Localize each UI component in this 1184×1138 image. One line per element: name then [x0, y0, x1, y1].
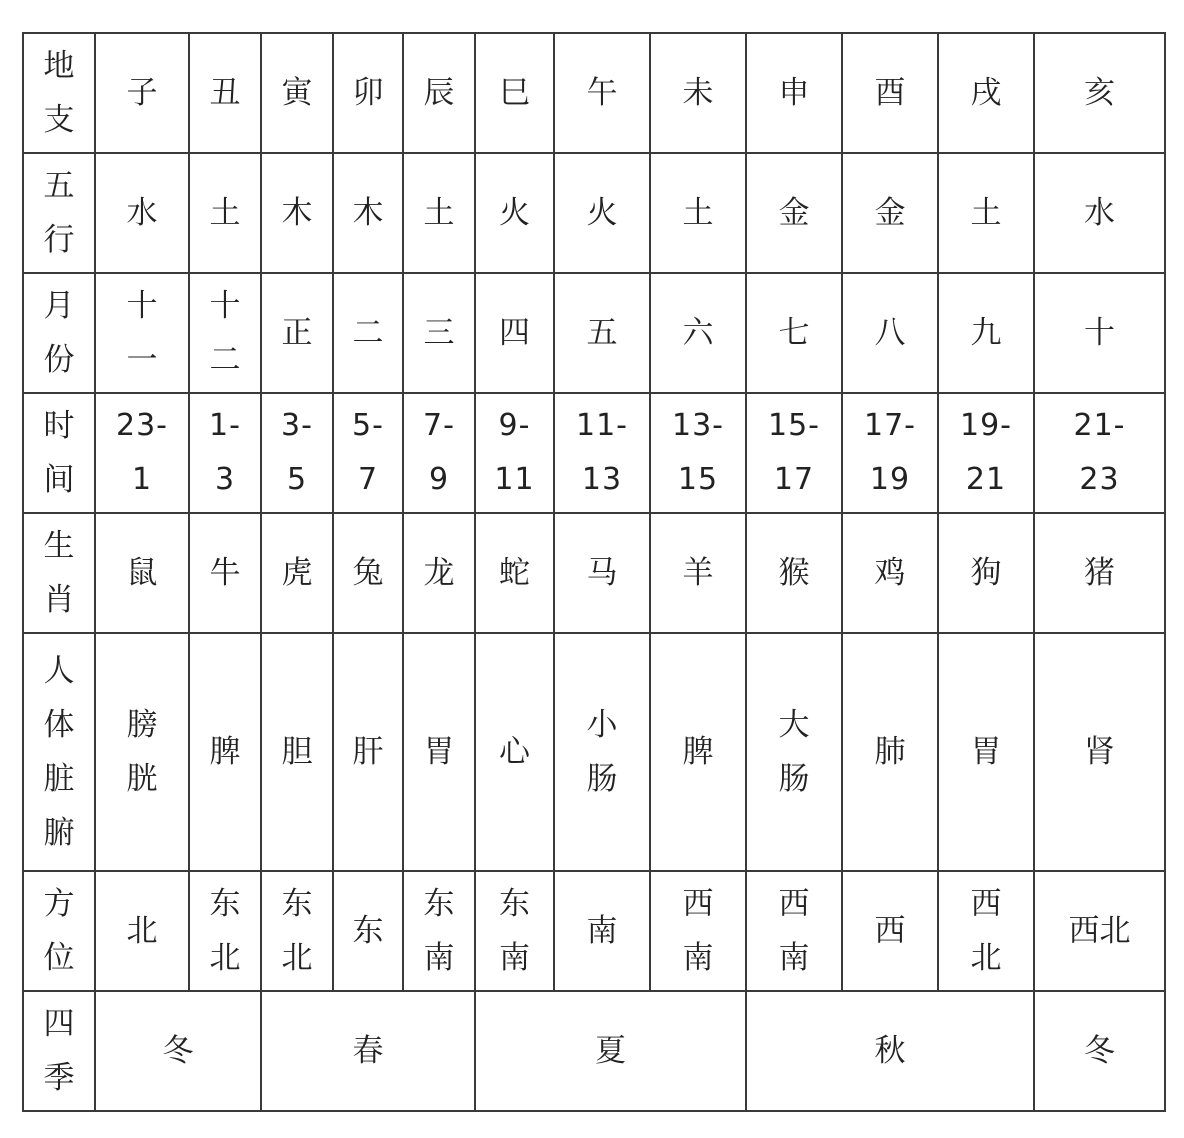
cell-element: 木: [333, 153, 403, 273]
cell-direction: 西北: [1034, 871, 1165, 991]
row-header-seasons: 四季: [23, 991, 95, 1111]
cell-branch-zi: 子: [95, 33, 189, 153]
cell-organ: 肝: [333, 633, 403, 871]
cell-direction: 西南: [746, 871, 842, 991]
cell-element: 土: [403, 153, 475, 273]
cell-branch-xu: 戌: [938, 33, 1034, 153]
cell-month: 四: [475, 273, 554, 393]
cell-organ: 肺: [842, 633, 938, 871]
cell-time: 1- 3: [189, 393, 261, 513]
row-header-zodiac: 生肖: [23, 513, 95, 633]
cell-organ: 胃: [403, 633, 475, 871]
cell-organ: 小肠: [554, 633, 650, 871]
cell-month: 十: [1034, 273, 1165, 393]
cell-element: 木: [261, 153, 333, 273]
cell-month: 七: [746, 273, 842, 393]
cell-element: 水: [1034, 153, 1165, 273]
cell-time: 17- 19: [842, 393, 938, 513]
cell-zodiac: 马: [554, 513, 650, 633]
row-month: [23, 273, 1165, 393]
cell-branch-wu: 午: [554, 33, 650, 153]
cell-branch-shen: 申: [746, 33, 842, 153]
cell-zodiac: 猴: [746, 513, 842, 633]
cell-season-spring: 春: [261, 991, 475, 1111]
cell-organ: 胃: [938, 633, 1034, 871]
row-header-month: 月份: [23, 273, 95, 393]
row-direction: [23, 871, 1165, 991]
earthly-branches-table: [22, 32, 1166, 1112]
cell-direction: 东: [333, 871, 403, 991]
cell-zodiac: 鸡: [842, 513, 938, 633]
cell-organ: 脾: [189, 633, 261, 871]
cell-element: 水: [95, 153, 189, 273]
row-header-time: 时间: [23, 393, 95, 513]
cell-time: 21- 23: [1034, 393, 1165, 513]
row-header-five-elements: 五行: [23, 153, 95, 273]
cell-zodiac: 狗: [938, 513, 1034, 633]
cell-organ: 脾: [650, 633, 746, 871]
cell-element: 土: [650, 153, 746, 273]
cell-direction: 西北: [938, 871, 1034, 991]
cell-time: 3- 5: [261, 393, 333, 513]
cell-time: 13- 15: [650, 393, 746, 513]
cell-season-winter-start: 冬: [95, 991, 261, 1111]
cell-time: 5- 7: [333, 393, 403, 513]
cell-month: 九: [938, 273, 1034, 393]
cell-element: 金: [842, 153, 938, 273]
cell-direction: 东南: [403, 871, 475, 991]
cell-zodiac: 龙: [403, 513, 475, 633]
cell-zodiac: 牛: [189, 513, 261, 633]
cell-zodiac: 羊: [650, 513, 746, 633]
cell-element: 土: [189, 153, 261, 273]
cell-month: 十一: [95, 273, 189, 393]
cell-zodiac: 猪: [1034, 513, 1165, 633]
cell-season-winter-end: 冬: [1034, 991, 1165, 1111]
row-header-earthly-branch: 地支: [23, 33, 95, 153]
cell-branch-yin: 寅: [261, 33, 333, 153]
cell-element: 土: [938, 153, 1034, 273]
cell-organ: 胆: [261, 633, 333, 871]
cell-direction: 西南: [650, 871, 746, 991]
cell-month: 正: [261, 273, 333, 393]
row-header-direction: 方位: [23, 871, 95, 991]
cell-month: 二: [333, 273, 403, 393]
row-header-organs: 人体脏腑: [23, 633, 95, 871]
row-time: [23, 393, 1165, 513]
cell-branch-si: 巳: [475, 33, 554, 153]
cell-direction: 南: [554, 871, 650, 991]
cell-direction: 西: [842, 871, 938, 991]
cell-branch-you: 酉: [842, 33, 938, 153]
cell-zodiac: 虎: [261, 513, 333, 633]
cell-branch-mao: 卯: [333, 33, 403, 153]
row-five-elements: [23, 153, 1165, 273]
cell-organ: 肾: [1034, 633, 1165, 871]
cell-month: 五: [554, 273, 650, 393]
cell-month: 六: [650, 273, 746, 393]
cell-direction: 东南: [475, 871, 554, 991]
cell-month: 十二: [189, 273, 261, 393]
cell-month: 三: [403, 273, 475, 393]
cell-time: 19- 21: [938, 393, 1034, 513]
cell-month: 八: [842, 273, 938, 393]
row-organs: [23, 633, 1165, 871]
cell-branch-hai: 亥: [1034, 33, 1165, 153]
cell-organ: 膀胱: [95, 633, 189, 871]
cell-time: 23- 1: [95, 393, 189, 513]
cell-direction: 东北: [261, 871, 333, 991]
cell-time: 11- 13: [554, 393, 650, 513]
cell-element: 火: [475, 153, 554, 273]
cell-element: 火: [554, 153, 650, 273]
cell-organ: 大肠: [746, 633, 842, 871]
cell-direction: 北: [95, 871, 189, 991]
cell-element: 金: [746, 153, 842, 273]
cell-season-summer: 夏: [475, 991, 746, 1111]
cell-direction: 东北: [189, 871, 261, 991]
cell-zodiac: 鼠: [95, 513, 189, 633]
cell-zodiac: 兔: [333, 513, 403, 633]
cell-organ: 心: [475, 633, 554, 871]
cell-time: 15- 17: [746, 393, 842, 513]
cell-zodiac: 蛇: [475, 513, 554, 633]
row-seasons: [23, 991, 1165, 1111]
cell-branch-chen: 辰: [403, 33, 475, 153]
cell-branch-wei: 未: [650, 33, 746, 153]
cell-time: 7- 9: [403, 393, 475, 513]
cell-time: 9- 11: [475, 393, 554, 513]
cell-branch-chou: 丑: [189, 33, 261, 153]
row-zodiac: [23, 513, 1165, 633]
cell-season-autumn: 秋: [746, 991, 1034, 1111]
row-earthly-branch: [23, 33, 1165, 153]
